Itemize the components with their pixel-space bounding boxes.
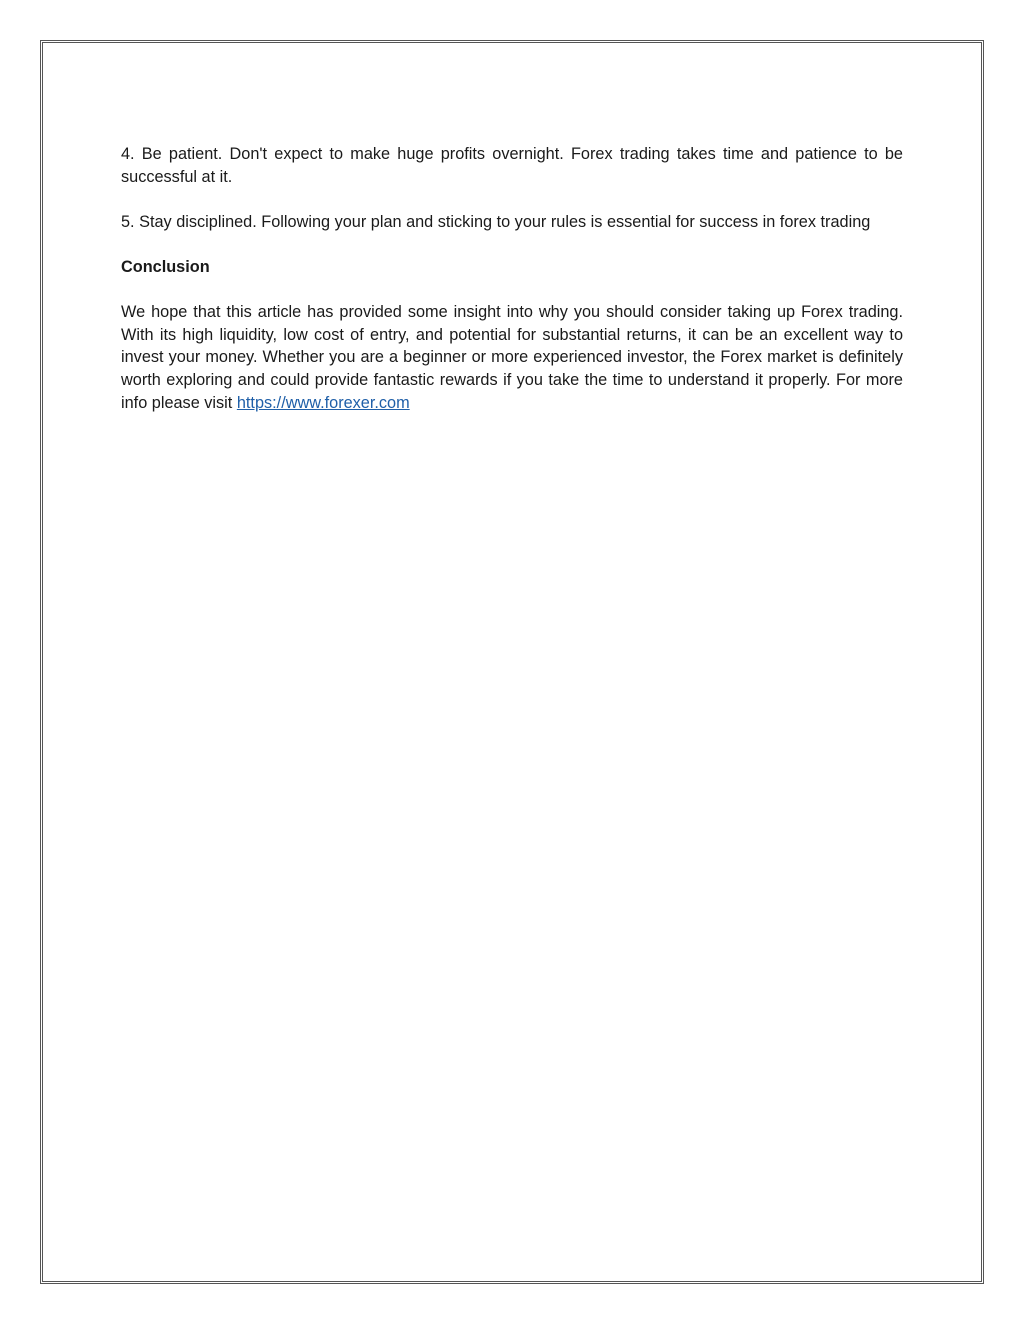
- tip-4-paragraph: 4. Be patient. Don't expect to make huge profits overnight. Forex trading takes time and patience to be successful at it.: [121, 145, 903, 186]
- conclusion-text: We hope that this article has provided some insight into why you should consider taking up Forex trading. With its high liquidity, low cost of entry, and potential for substantial returns, it can be an excellent way to invest your money. Whether you are a beginner or more experienced investor, the Forex market is definitely worth exploring and could provide fantastic rewards if you take the time to understand it properly. For more info please visit: [121, 303, 903, 412]
- conclusion-heading: Conclusion: [121, 257, 210, 276]
- document-body: [121, 143, 903, 437]
- conclusion-paragraph: [121, 301, 903, 414]
- forexer-link[interactable]: https://www.forexer.com: [236, 393, 410, 412]
- tip-5-paragraph: 5. Stay disciplined. Following your plan and sticking to your rules is essential for success in forex trading: [121, 212, 871, 231]
